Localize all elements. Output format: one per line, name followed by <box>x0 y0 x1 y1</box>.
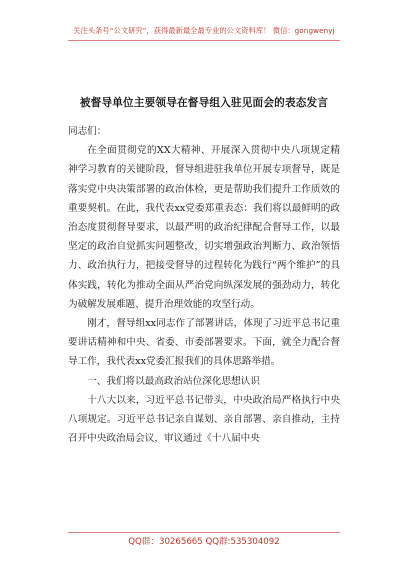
paragraph: 十八大以来，习近平总书记带头，中央政治局严格执行中央八项规定。习近平总书记亲自谋划、亲自部署、亲自推动，主持召开中央政治局会议，审议通过《十八届中央 <box>68 394 340 445</box>
section-heading: 一、我们将以最高政治站位深化思想认识 <box>87 375 260 387</box>
document-body <box>68 118 340 448</box>
salutation: 同志们： <box>68 126 107 137</box>
paragraph: 刚才，督导组xx同志作了部署讲话，体现了习近平总书记重要讲话精神和中央、省委、市委部署要求。下面，就全力配合督导工作，我代表xx党委汇报我们的具体思路举措。 <box>68 318 340 368</box>
header-banner-text: 关注头条号“公文研究”，获得最新最全最专业的公文资料库！ 微信：gongwenyj <box>73 26 335 35</box>
footer-contact-text: QQ群：30265665 QQ群:535304092 <box>128 537 280 547</box>
header-banner <box>0 0 408 52</box>
footer <box>0 532 408 554</box>
header-divider <box>68 40 340 41</box>
document-title: 被督导单位主要领导在督导组入驻见面会的表态发言 <box>79 97 329 109</box>
footer-divider <box>68 532 340 533</box>
paragraph: 在全面贯彻党的XX大精神、开展深入贯彻中央八项规定精神学习教育的关键阶段，督导组进驻我单位开展专项督导，既是落实党中央决策部署的政治体检，更是帮助我们提升工作质效的重要契机。在此，我代表xx党委郑重表态：我们将以最鲜明的政治态度贯彻督导要求，以最严明的政治纪律配合督导工作，以最坚定的政治自觉抓实问题整改，切实增强政治判断力、政治领悟力、政治执行力，把接受督导的过程转化为践行“两个维护”的具体实践，转化为推动全面从严治党向纵深发展的强劲动力，转化为破解发展难题、提升治理效能的攻坚行动。 <box>68 145 340 310</box>
